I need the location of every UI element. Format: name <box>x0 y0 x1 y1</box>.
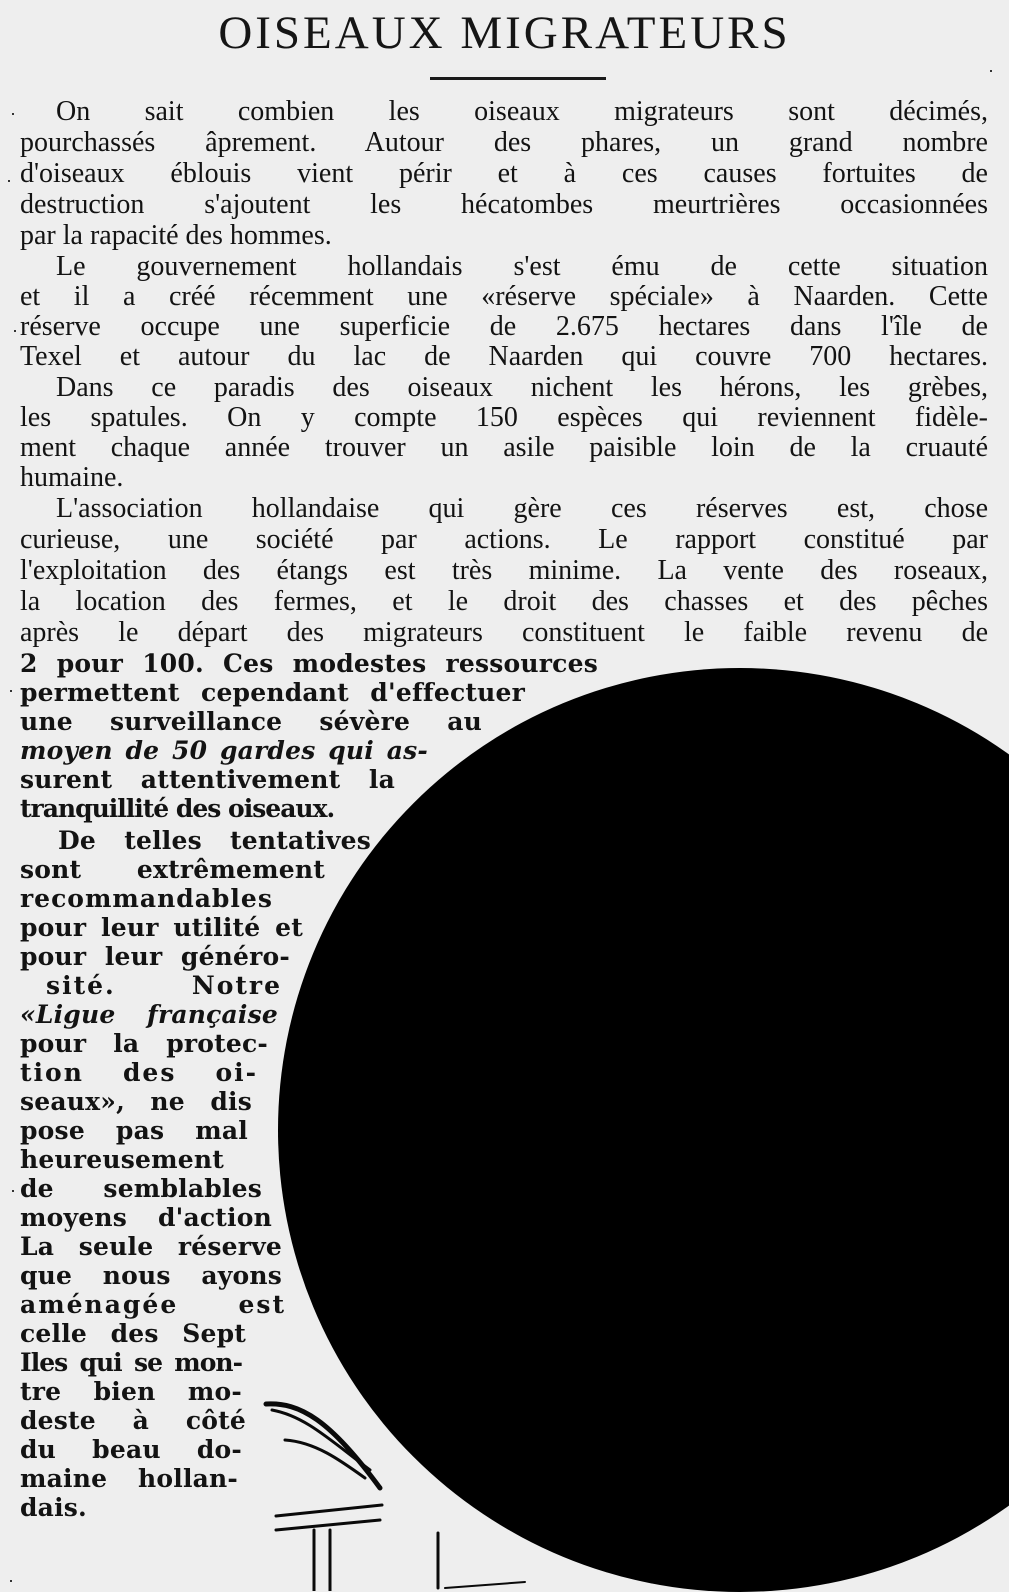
print-speck <box>990 70 992 72</box>
text-line: ment chaque année trouver un asile paisible loin de la cruauté <box>20 432 988 463</box>
print-speck <box>12 1190 14 1192</box>
article-title: OISEAUX MIGRATEURS <box>218 7 791 59</box>
text-line: Dans ce paradis des oiseaux nichent les hérons, les grèbes, <box>56 372 988 403</box>
text-line: L'association hollandaise qui gère ces réserves est, chose <box>56 493 988 524</box>
print-speck <box>10 690 12 692</box>
text-line: sité. Notre <box>46 971 282 1000</box>
text-line: «Ligue française <box>20 1000 278 1029</box>
text-line: La seule réserve <box>20 1232 282 1261</box>
text-line: les spatules. On y compte 150 espèces qui reviennent fidèle- <box>20 402 988 433</box>
text-line: Le gouvernement hollandais s'est ému de cette situation <box>56 251 988 282</box>
print-speck <box>12 113 14 115</box>
text-line: après le départ des migrateurs constituent le faible revenu de <box>20 617 988 648</box>
text-line: seaux», ne dis <box>20 1087 252 1116</box>
text-line: humaine. <box>20 462 124 493</box>
text-line: réserve occupe une superficie de 2.675 hectares dans l'île de <box>20 311 988 342</box>
text-line: la location des fermes, et le droit des chasses et des pêches <box>20 586 988 617</box>
text-line: permettent cependant d'effectuer <box>20 678 525 707</box>
text-line: une surveillance sévère au <box>20 707 482 736</box>
print-speck <box>14 330 16 332</box>
text-line: surent attentivement la <box>20 765 395 794</box>
text-line: que nous ayons <box>20 1261 282 1290</box>
text-line: tion des oi- <box>20 1058 258 1087</box>
text-line: 2 pour 100. Ces modestes ressources <box>20 649 598 678</box>
text-line: deste à côté <box>20 1406 246 1435</box>
text-line: de semblables <box>20 1174 262 1203</box>
text-line: pourchassés âprement. Autour des phares, un grand nombre <box>20 127 988 158</box>
text-line: celle des Sept <box>20 1319 246 1348</box>
text-line: destruction s'ajoutent les hécatombes meurtrières occasionnées <box>20 189 988 220</box>
text-line: dais. <box>20 1493 87 1522</box>
text-line: par la rapacité des hommes. <box>20 220 332 251</box>
text-line: sont extrêmement <box>20 855 325 884</box>
print-speck <box>8 180 10 182</box>
text-line: du beau do- <box>20 1435 242 1464</box>
text-line: On sait combien les oiseaux migrateurs sont décimés, <box>56 96 988 127</box>
text-line: Texel et autour du lac de Naarden qui couvre 700 hectares. <box>20 341 988 372</box>
text-line: l'exploitation des étangs est très minime. La vente des roseaux, <box>20 555 988 586</box>
text-line: moyens d'action <box>20 1203 272 1232</box>
text-line: et il a créé récemment une «réserve spéciale» à Naarden. Cette <box>20 281 988 312</box>
text-line: tre bien mo- <box>20 1377 242 1406</box>
text-line: curieuse, une société par actions. Le rapport constitué par <box>20 524 988 555</box>
print-speck <box>10 1580 12 1582</box>
text-line: pose pas mal <box>20 1116 248 1145</box>
text-line: maine hollan- <box>20 1464 238 1493</box>
text-line: tranquillité des oiseaux. <box>20 794 335 823</box>
text-line: d'oiseaux éblouis vient périr et à ces causes fortuites de <box>20 158 988 189</box>
text-line: moyen de 50 gardes qui as- <box>20 736 428 765</box>
text-line: De telles tentatives <box>58 826 371 855</box>
text-line: heureusement <box>20 1145 224 1174</box>
text-line: pour leur généro- <box>20 942 290 971</box>
text-line: pour leur utilité et <box>20 913 303 942</box>
text-line: pour la protec- <box>20 1029 268 1058</box>
text-line: aménagée est <box>20 1290 286 1319</box>
text-line: recommandables <box>20 884 273 913</box>
text-line: Iles qui se mon- <box>20 1348 242 1377</box>
